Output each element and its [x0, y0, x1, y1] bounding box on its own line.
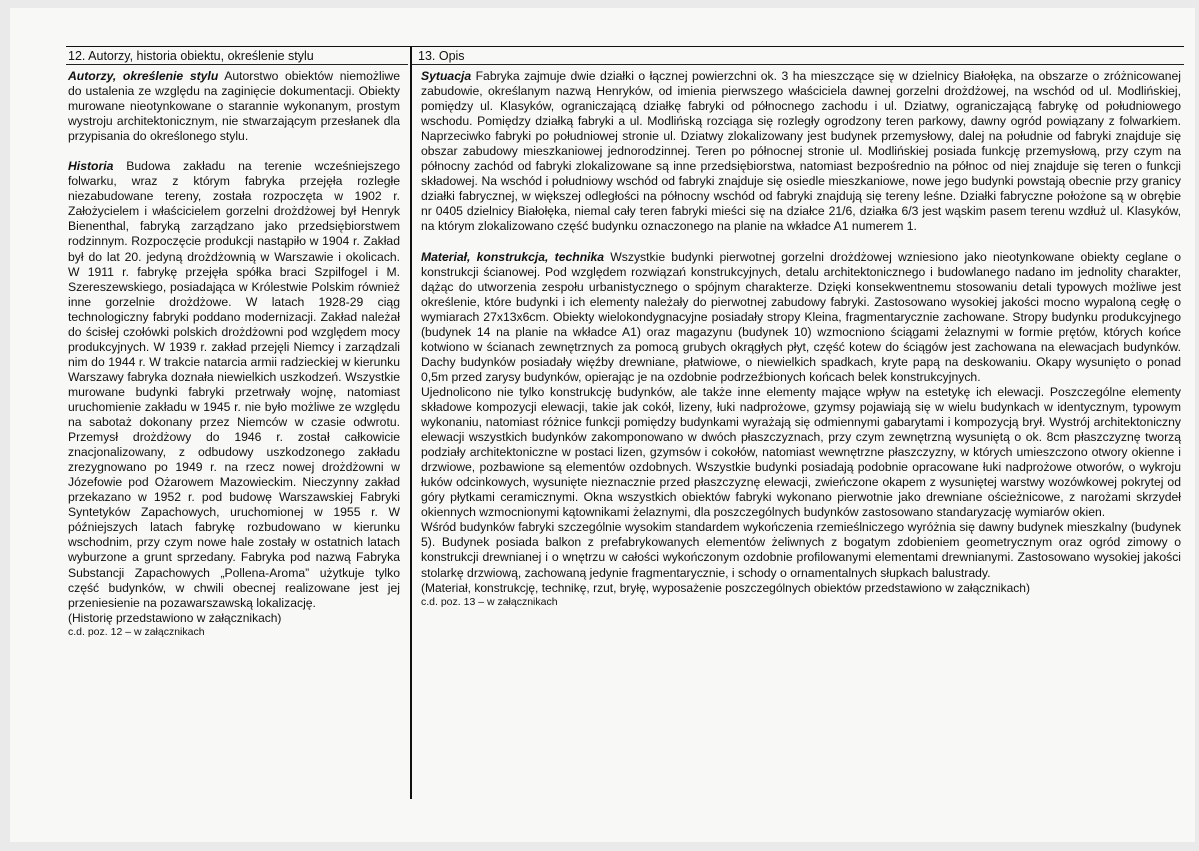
form-frame — [66, 46, 1184, 799]
material-lead: Materiał, konstrukcja, technika — [421, 249, 605, 264]
section-13-body — [421, 69, 1181, 609]
situation-paragraph — [421, 69, 1181, 235]
header-rule-left — [66, 64, 408, 65]
material-paragraph — [421, 250, 1181, 385]
authors-lead: Autorzy, określenie stylu — [68, 69, 219, 83]
continuation-ref-12: c.d. poz. 12 – w załącznikach — [68, 625, 205, 638]
column-divider — [410, 47, 412, 799]
history-lead: Historia — [68, 159, 114, 174]
material-text: Wszystkie budynki pierwotnej gorzelni drożdżowej wzniesiono jako nieotynkowane obiekty ceglane o konstrukcji ścianowej. Pod względem rozwiązań konstrukcyjnych, detalu architektonicznego i budowlanego nadano im jednolity charakter, dążąc do utworzenia zespołu urbanistycznego o spójnym charakterze. Dzięki konsekwentnemu stosowaniu detali typowych możliwe jest określenie, które budynki i ich elementy należały do pierwotnej zabudowy fabryki. Zastosowano wysokiej jakości mocno wypaloną cegłę o wymiarach 27x13x6cm. Obiekty wielokondygnacyjne posiadały stropy Kleina, fragmentarycznie zachowane. Stropy budynku produkcyjnego (budynek 14 na planie na wkładce A1) oraz magazynu (budynek 10) wzmocniono ściągami żelaznymi w formie prętów, których końce kotwiono w ścianach zewnętrznych za pomocą grubych okrągłych płyt, część kotew do ściągów jest zachowana na elewacjach budynków. Dachy budynków posiadały więźby drewniane, płatwiowe, o niewielkich spadkach, kryte papą na deskowaniu. Okapy wysunięto o ponad 0,5m przed zarysy budynków, opierając je na ozdobnie podrzeźbionych końcach belek konstrukcyjnych. — [421, 249, 1181, 384]
continuation-ref-13: c.d. poz. 13 – w załącznikach — [421, 595, 558, 608]
section-12-header: 12. Autorzy, historia obiektu, określenie stylu — [68, 49, 314, 63]
situation-lead: Sytuacja — [421, 69, 472, 83]
authors-text: Autorstwo obiektów niemożliwe do ustalenia ze względu na zaginięcie dokumentacji. Obiekty murowane nieotynkowane o starannie wykonanym, prostym wystroju architektonicznym, nie stwarzającym przesłanek dla przypisania do określonego stylu. — [68, 69, 400, 144]
material-note: (Materiał, konstrukcję, technikę, rzut, bryłę, wyposażenie poszczególnych obiektów przedstawiono w załącznikach) — [421, 580, 1030, 595]
section-12-body — [68, 69, 400, 639]
section-13-header: 13. Opis — [418, 49, 465, 63]
history-text: Budowa zakładu na terenie wcześniejszego folwarku, wraz z którym fabryka przejęła rozległe niezabudowane tereny, została rozpoczęta w 1902 r. Założycielem i właścicielem gorzelni drożdżowej był Henryk Bienenthal, fabryką zarządzano jako przedsiębiorstwem rodzinnym. Rozpoczęcie produkcji nastąpiło w 1904 r. Zakład był do lat 20. jedyną drożdżownią w Warszawie i okolicach. W 1911 r. fabrykę przejęła spółka braci Szpilfogel i M. Szereszewskiego, posiadająca w Królestwie Polskim również inne gorzelnie drożdżowe. W latach 1928-29 ciąg technologiczny fabryki poddano modernizacji. Zakład należał do ścisłej czołówki polskich drożdżowni pod względem mocy produkcyjnych. W 1939 r. zakład przejęli Niemcy i zarządzali nim do 1944 r. W trakcie natarcia armii radzieckiej w kierunku Warszawy fabryka doznała niewielkich uszkodzeń. Wszystkie murowane budynki fabryki przetrwały wojnę, natomiast uruchomienie zakładu w 1945 r. nie było możliwe ze względu na sabotaż dokonany przez Niemców w czasie odwrotu. Przemysł drożdżowy do 1946 r. został całkowicie znacjonalizowany, z odbudowy uszkodzonego zakładu zrezygnowano po 1949 r. na rzecz nowej drożdżowni w Józefowie pod Ożarowem Mazowieckim. Nieczynny zakład przekazano w 1952 r. pod budowę Warszawskiej Fabryki Syntetyków Zapachowych, uruchomionej w 1955 r. W późniejszych latach fabrykę rozbudowano w kierunku wschodnim, przy czym nowe hale zostały w ostatnich latach wyburzone a grunt sprzedany. Fabryka pod nazwą Fabryka Substancji Zapachowych „Pollena-Aroma” użytkuje tylko część budynków, w chwili obecnej realizowane jest jej przeniesienie na pozawarszawską lokalizację. — [68, 159, 400, 610]
material-paragraph-3: Wśród budynków fabryki szczególnie wysokim standardem wykończenia rzemieślniczego wyróżnia się dawny budynek mieszkalny (budynek 5). Budynek posiada balkon z prefabrykowanych elementów żeliwnych z bogatym zdobieniem geometrycznym oraz ogród zimowy o konstrukcji drewnianej i o wnętrzu w całości wykończonym ozdobnie profilowanymi elementami drewnianymi. Zastosowano wysokiej jakości stolarkę drzwiową, zachowaną jedynie fragmentarycznie, i schody o ornamentalnych słupkach balustrady. — [421, 520, 1181, 580]
header-rule-right — [412, 64, 1184, 65]
history-paragraph — [68, 159, 400, 610]
scanned-page — [10, 8, 1195, 842]
material-paragraph-2: Ujednolicono nie tylko konstrukcję budynków, ale także inne elementy mające wpływ na estetykę ich elewacji. Poszczególne elementy składowe kompozycji elewacji, takie jak cokół, lizeny, łuki nadprożowe, gzymsy pojawiają się w wielu budynkach w identycznym, typowym wykonaniu, natomiast różnice funkcji pomiędzy budynkami wyrażają się odmiennymi gabarytami i kompozycją brył. Wystrój architektoniczny elewacji wszystkich budynków zakomponowano w dwóch płaszczyznach, przy czym zewnętrzną wysuniętą o ok. 8cm płaszczyznę tworzą podziały architektoniczne w postaci lizen, gzymsów i cokołów, natomiast wewnętrzne płaszczyzny, w których umieszczono otwory okienne i drzwiowe, pozbawione są elementów ozdobnych. Wszystkie budynki posiadają podobnie opracowane łuki nadprożowe otworów, o wykroju łuków odcinkowych, wysunięte nieznacznie przed płaszczyznę elewacji, zwieńczone okapem z wysuniętej warstwy wozówkowej pokrytej od góry płytkami ceramicznymi. Okna wszystkich obiektów fabryki wykonano pierwotnie jako drewniane ościeżnicowe, z narożami skrzydeł okiennych wzmocnionymi kątownikami żelaznymi, dla poszczególnych budynków zastosowano standaryzację wymiarów okien. — [421, 384, 1181, 520]
history-note: (Historię przedstawiono w załącznikach) — [68, 610, 282, 625]
situation-text: Fabryka zajmuje dwie działki o łącznej powierzchni ok. 3 ha mieszczące się w dzielnicy Białołęka, na obszarze o zróżnicowanej zabudowie, określanym nazwą Henryków, od imienia pierwszego właściciela dawnej gorzelni drożdżowej, na wschód od ul. Modlińskiej, pomiędzy ul. Klasyków, ograniczającą działkę fabryki od północnego zachodu i ul. Dziatwy, ograniczającą fabrykę od południowego wschodu. Pomiędzy działką fabryki a ul. Modlińską rozciąga się rozległy ogrodzony teren parkowy, dawny ogród powiązany z folwarkiem. Naprzeciwko fabryki po południowej stronie ul. Dziatwy zlokalizowany jest budynek przemysłowy, dalej na południe od fabryki znajduje się obszar zabudowy mieszkaniowej jednorodzinnej. Teren po północnej stronie ul. Modlińskiej posiada funkcję przemysłową, przy czym na północny zachód od fabryki zlokalizowane są inne przedsiębiorstwa, natomiast bezpośrednio na północ od niej znajduje się teren o funkcji składowej. Na wschód i południowy wschód od fabryki znajduje się osiedle mieszkaniowe, nowe jego budynki powstają obecnie przy granicy działki fabrycznej, w większej odległości na północny wschód od fabryki znajdują się tereny leśne. Działki fabryczne położone są w obrębie nr 0405 dzielnicy Białołęka, niemal cały teren fabryki mieści się na działce 21/6, działka 6/3 jest wąskim pasem terenu wzdłuż ul. Klasyków, na którym zlokalizowano część budynku oznaczonego na planie na wkładce A1 numerem 1. — [421, 69, 1181, 234]
authors-paragraph — [68, 69, 400, 144]
